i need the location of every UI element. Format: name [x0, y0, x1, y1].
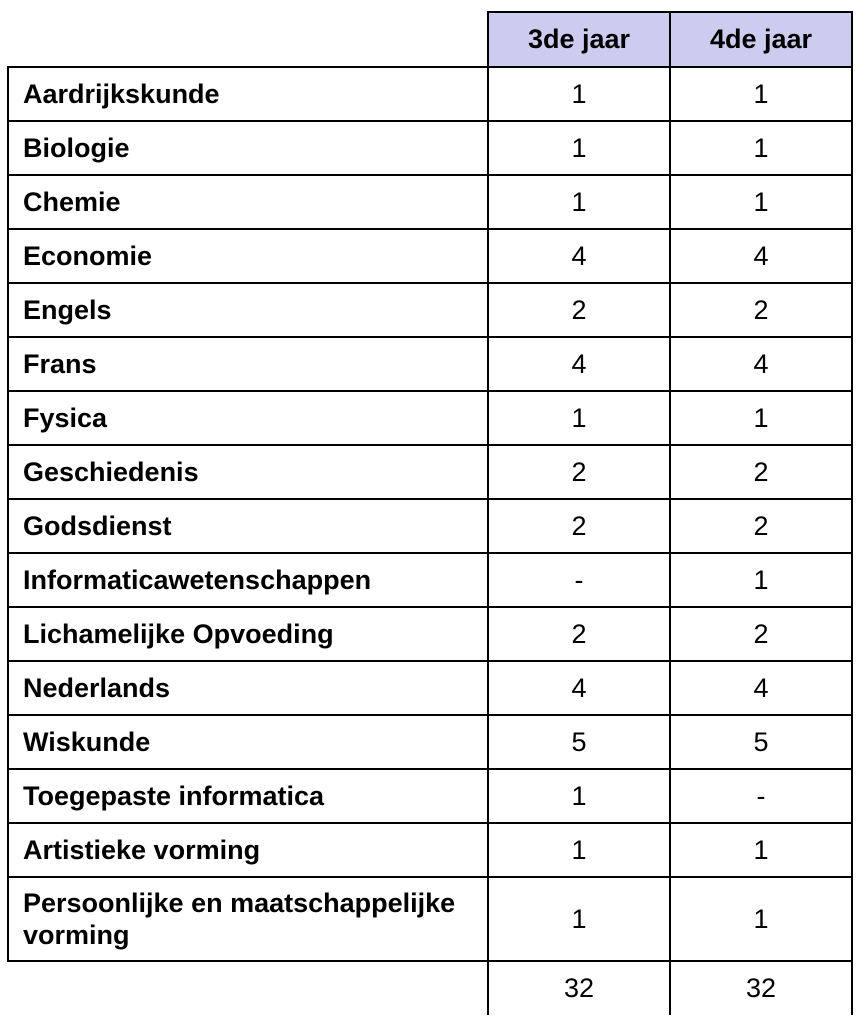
subject-cell: Nederlands — [8, 661, 488, 715]
year-3-cell: 1 — [488, 823, 670, 877]
totals-row — [8, 961, 852, 1015]
table-row — [8, 175, 852, 229]
year-3-cell: 1 — [488, 67, 670, 121]
year-4-cell: 1 — [670, 67, 852, 121]
subject-cell: Engels — [8, 283, 488, 337]
year-4-cell: 4 — [670, 229, 852, 283]
header-year-3: 3de jaar — [488, 12, 670, 67]
year-3-cell: 1 — [488, 121, 670, 175]
subject-cell: Godsdienst — [8, 499, 488, 553]
subject-cell: Informaticawetenschappen — [8, 553, 488, 607]
year-4-cell: - — [670, 769, 852, 823]
total-year-3: 32 — [488, 961, 670, 1015]
table-row — [8, 823, 852, 877]
table-row — [8, 229, 852, 283]
table-row — [8, 715, 852, 769]
header-blank-cell — [8, 12, 488, 67]
table-row — [8, 67, 852, 121]
subject-cell: Toegepaste informatica — [8, 769, 488, 823]
subject-cell: Fysica — [8, 391, 488, 445]
year-4-cell: 4 — [670, 337, 852, 391]
year-3-cell: 1 — [488, 391, 670, 445]
table-row — [8, 607, 852, 661]
year-3-cell: 1 — [488, 877, 670, 961]
year-3-cell: 4 — [488, 337, 670, 391]
total-year-4: 32 — [670, 961, 852, 1015]
year-4-cell: 2 — [670, 445, 852, 499]
year-3-cell: 1 — [488, 769, 670, 823]
year-3-cell: 1 — [488, 175, 670, 229]
table-row — [8, 661, 852, 715]
subject-cell: Biologie — [8, 121, 488, 175]
year-4-cell: 2 — [670, 607, 852, 661]
table-header-row — [8, 12, 852, 67]
subject-cell: Geschiedenis — [8, 445, 488, 499]
table-row — [8, 553, 852, 607]
subject-cell: Chemie — [8, 175, 488, 229]
year-3-cell: 4 — [488, 229, 670, 283]
year-4-cell: 1 — [670, 121, 852, 175]
subject-cell: Artistieke vorming — [8, 823, 488, 877]
subject-cell: Wiskunde — [8, 715, 488, 769]
year-4-cell: 5 — [670, 715, 852, 769]
table-row — [8, 337, 852, 391]
table-row — [8, 121, 852, 175]
year-4-cell: 1 — [670, 553, 852, 607]
year-4-cell: 4 — [670, 661, 852, 715]
header-year-4: 4de jaar — [670, 12, 852, 67]
table-row — [8, 877, 852, 961]
hours-table — [7, 11, 853, 1015]
table-row — [8, 499, 852, 553]
year-3-cell: 2 — [488, 499, 670, 553]
subject-cell: Persoonlijke en maatschappelijke vorming — [8, 877, 488, 961]
subject-cell: Frans — [8, 337, 488, 391]
year-3-cell: 2 — [488, 283, 670, 337]
hours-table-container — [7, 11, 853, 1015]
year-4-cell: 2 — [670, 499, 852, 553]
year-3-cell: 5 — [488, 715, 670, 769]
year-3-cell: - — [488, 553, 670, 607]
table-row — [8, 391, 852, 445]
year-4-cell: 1 — [670, 823, 852, 877]
subject-cell: Economie — [8, 229, 488, 283]
year-3-cell: 4 — [488, 661, 670, 715]
year-4-cell: 1 — [670, 877, 852, 961]
subject-cell: Aardrijkskunde — [8, 67, 488, 121]
year-4-cell: 1 — [670, 175, 852, 229]
table-row — [8, 283, 852, 337]
year-4-cell: 1 — [670, 391, 852, 445]
year-3-cell: 2 — [488, 607, 670, 661]
table-row — [8, 769, 852, 823]
year-3-cell: 2 — [488, 445, 670, 499]
totals-blank-cell — [8, 961, 488, 1015]
year-4-cell: 2 — [670, 283, 852, 337]
table-row — [8, 445, 852, 499]
subject-cell: Lichamelijke Opvoeding — [8, 607, 488, 661]
